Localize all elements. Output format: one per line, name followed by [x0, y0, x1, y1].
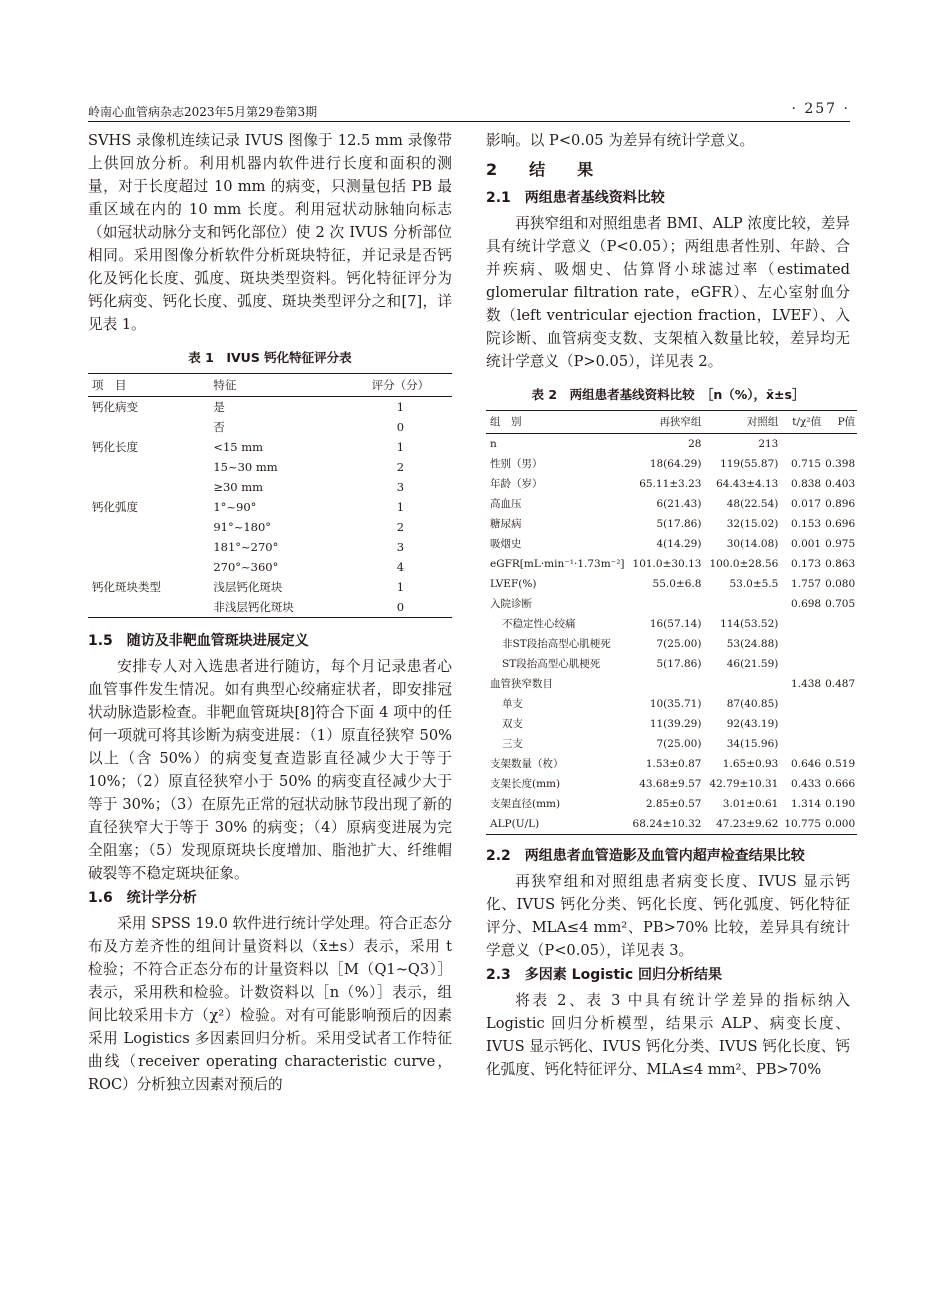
table-header-cell: 再狭窄组 [629, 411, 706, 434]
table1-calcification-score [88, 373, 452, 618]
table-cell: 双支 [502, 718, 523, 730]
table-cell: 47.23±9.62 [705, 814, 782, 835]
table-row [486, 734, 857, 754]
table-cell: 不稳定性心绞痛 [502, 618, 576, 630]
table-cell: 0.173 [791, 558, 822, 570]
paragraph-statistics: 采用 SPSS 19.0 软件进行统计学处理。符合正态分布及方差齐性的组间计量资料以（x̄±s）表示，采用 t 检验；不符合正态分布的计量资料以［M（Q1~Q3）］表示，采用秩和检验。计数资料以［n（%）］表示，组间比较采用卡方（χ²）检验。对有可能影响预后的因素采用 Logistics 多因素回归分析。采用受试者工作特征曲线（receiver operating characteristic curve，ROC）分析独立因素对预后的 [88, 915, 452, 1093]
table-cell [823, 694, 857, 714]
table-cell: 119(55.87) [720, 458, 779, 470]
table-cell [823, 714, 857, 734]
section-1-5-heading: 1.5 随访及非靶血管斑块进展定义 [88, 633, 309, 649]
table-cell: 3.01±0.61 [722, 798, 779, 810]
table-cell: 32(15.02) [726, 518, 779, 530]
table-cell: 支架直径(mm) [490, 798, 561, 810]
table-cell: 血管狭窄数目 [490, 678, 553, 690]
table-cell: <15 mm [213, 440, 264, 454]
table-cell: 34(15.96) [726, 738, 779, 750]
table-row [486, 774, 857, 794]
table-row [486, 494, 857, 514]
table-header-cell: 特征 [209, 374, 348, 397]
table-cell: 钙化长度 [92, 440, 138, 454]
table-cell: 4(14.29) [656, 538, 702, 550]
table-cell: 1 [396, 580, 405, 594]
table-cell: 65.11±3.23 [639, 478, 702, 490]
table-cell: 30(14.08) [726, 538, 779, 550]
table-cell: 6(21.43) [656, 498, 702, 510]
table-cell: 1.757 [791, 578, 822, 590]
table-cell: 101.0±30.13 [632, 558, 702, 570]
table-cell: 否 [213, 420, 225, 434]
table-cell [782, 634, 823, 654]
table-cell: 性别（男） [490, 458, 543, 470]
table-row [88, 577, 452, 597]
table-header-cell: P值 [823, 411, 857, 434]
table-header-cell: 对照组 [705, 411, 782, 434]
table-cell [88, 597, 209, 618]
table-cell: 5(17.86) [656, 658, 702, 670]
table-cell [782, 434, 823, 455]
table-cell [782, 714, 823, 734]
table-cell: 0.863 [825, 558, 856, 570]
table-cell: 28 [688, 438, 702, 450]
table-cell: 0.000 [823, 814, 857, 835]
table-cell: 2 [396, 460, 405, 474]
table-cell [782, 654, 823, 674]
table-row [486, 674, 857, 694]
table-cell [823, 614, 857, 634]
table-cell: 非ST段抬高型心肌梗死 [502, 638, 611, 650]
left-column [88, 129, 452, 1096]
table-cell [782, 614, 823, 634]
table-cell: 0.705 [825, 598, 856, 610]
table-cell: 10.775 [782, 814, 823, 835]
table-cell: 43.68±9.57 [639, 778, 702, 790]
table-cell: LVEF(%) [490, 578, 537, 590]
table-cell: 270°~360° [213, 560, 279, 574]
table-cell: 非浅层钙化斑块 [209, 597, 348, 618]
section-2-1-heading: 2.1 两组患者基线资料比较 [486, 190, 665, 206]
table-cell: 1.438 [791, 678, 822, 690]
table-cell: 91°~180° [213, 520, 272, 534]
table-cell: eGFR[mL·min⁻¹·1.73m⁻²] [490, 558, 625, 570]
table-cell: 3 [396, 480, 405, 494]
paragraph-ivus-method: SVHS 录像机连续记录 IVUS 图像于 12.5 mm 录像带上供回放分析。利用机器内软件进行长度和面积的测量，对于长度超过 10 mm 的病变，只测量包括 PB 最重区域在内的 10 mm 长度。利用冠状动脉轴向标志（如冠状动脉分支和钙化部位）使 2 次 IVUS 分析部位相同。采用图像分析软件分析斑块特征，并记录是否钙化及钙化长度、弧度、斑块类型资料。钙化特征评分为钙化病变、钙化长度、弧度、斑块类型评分之和[7]，详见表 1。 [88, 132, 452, 333]
table-row [486, 574, 857, 594]
table-cell [88, 517, 209, 537]
right-column [486, 129, 856, 1081]
paragraph-baseline: 再狭窄组和对照组患者 BMI、ALP 浓度比较，差异具有统计学意义（P<0.05）；两组患者性别、年龄、合并疾病、吸烟史、估算肾小球滤过率（estimated glomerular filtration rate，eGFR）、左心室射血分数（left ventricular ejection fraction，LVEF）、入院诊断、血管病变支数、支架植入数量比较，差异均无统计学意义（P>0.05），详见表 2。 [486, 215, 850, 370]
table-cell: 68.24±10.32 [629, 814, 706, 835]
table-row [486, 754, 857, 774]
table-cell: 55.0±6.8 [652, 578, 702, 590]
table-row [88, 517, 452, 537]
table-cell: 18(64.29) [649, 458, 702, 470]
table-row [486, 454, 857, 474]
table-row [486, 814, 857, 835]
table-cell: 5(17.86) [656, 518, 702, 530]
table-cell: 0.080 [825, 578, 856, 590]
table-cell: ≥30 mm [213, 480, 264, 494]
table-cell: 0.190 [825, 798, 856, 810]
table-cell: 0.433 [791, 778, 822, 790]
table-row [88, 477, 452, 497]
table-header-cell: 组 别 [486, 411, 629, 434]
table-cell: 1 [396, 440, 405, 454]
table-cell [823, 634, 857, 654]
table-cell: 100.0±28.56 [709, 558, 779, 570]
table-cell: 114(53.52) [720, 618, 779, 630]
table-cell: 53.0±5.5 [729, 578, 779, 590]
table-cell: 7(25.00) [656, 738, 702, 750]
table-cell [782, 694, 823, 714]
table-cell: 42.79±10.31 [709, 778, 779, 790]
table-cell: 0.017 [791, 498, 822, 510]
table-cell [88, 557, 209, 577]
table-cell: 年龄（岁） [490, 478, 543, 490]
paragraph-follow-up: 安排专人对入选患者进行随访，每个月记录患者心血管事件发生情况。如有典型心绞痛症状者，即安排冠状动脉造影检查。非靶血管斑块[8]符合下面 4 项中的任何一项就可将其诊断为病变进展：（1）原直径狭窄 50% 以上（含 50%）的病变复查造影直径减少大于等于 10%；（2）原直径狭窄小于 50% 的病变直径减少大于等于 30%；（3）在原先正常的冠状动脉节段出现了新的直径狭窄大于等于 30% 的病变；（4）原病变进展为完全阻塞；（5）发现原斑块长度增加、脂池扩大、纤维帽破裂等不稳定斑块征象。 [88, 658, 452, 882]
table-row [486, 794, 857, 814]
table-cell [88, 477, 209, 497]
table-row [486, 614, 857, 634]
table-cell: 支架长度(mm) [490, 778, 561, 790]
table2-baseline-comparison [486, 410, 857, 835]
table-cell: 0 [349, 597, 452, 618]
table-cell: 213 [758, 438, 779, 450]
table-cell [88, 537, 209, 557]
table-cell: 10(35.71) [649, 698, 702, 710]
table-cell: 1.65±0.93 [722, 758, 779, 770]
table-cell: 钙化病变 [92, 400, 138, 414]
table-cell: 0.838 [791, 478, 822, 490]
table-cell: 0.519 [825, 758, 856, 770]
journal-title: 岭南心血管病杂志2023年5月第29卷第3期 [88, 105, 318, 119]
table-cell: 1 [396, 500, 405, 514]
table-cell: 0.896 [825, 498, 856, 510]
section-2-heading: 2 结 果 [486, 160, 602, 179]
table-row [486, 434, 857, 455]
table-cell: 7(25.00) [656, 638, 702, 650]
table-cell: 46(21.59) [726, 658, 779, 670]
table-cell: 吸烟史 [490, 538, 522, 550]
table-cell: 11(39.29) [649, 718, 702, 730]
table-cell: 0.975 [825, 538, 856, 550]
table-cell: 16(57.14) [649, 618, 702, 630]
table2-caption: 表 2 两组患者基线资料比较 ［n（%），x̄±s］ [531, 387, 805, 402]
table-row [88, 497, 452, 517]
section-2-2-heading: 2.2 两组患者血管造影及血管内超声检查结果比较 [486, 848, 805, 864]
table-cell: ST段抬高型心肌梗死 [502, 658, 601, 670]
table-cell: 0.698 [791, 598, 822, 610]
table-cell [88, 417, 209, 437]
table-row [486, 554, 857, 574]
table-header-cell: t/χ²值 [782, 411, 823, 434]
table-cell: 高血压 [490, 498, 522, 510]
table-cell [782, 734, 823, 754]
table-cell: 支架数量（枚） [490, 758, 564, 770]
table-cell: 0 [396, 420, 405, 434]
table-cell: ALP(U/L) [486, 814, 629, 835]
table-row [486, 474, 857, 494]
table-cell: 181°~270° [213, 540, 279, 554]
table-cell: 糖尿病 [490, 518, 522, 530]
table-row [88, 537, 452, 557]
table-cell: 87(40.85) [726, 698, 779, 710]
table-row [486, 654, 857, 674]
table-cell: 0.715 [791, 458, 822, 470]
table-cell [823, 434, 857, 455]
table-cell: 钙化弧度 [92, 500, 138, 514]
table-cell: 92(43.19) [726, 718, 779, 730]
table-cell: 1.53±0.87 [645, 758, 702, 770]
table-row [88, 597, 452, 618]
table-cell: 53(24.88) [726, 638, 779, 650]
header-rule [88, 121, 850, 122]
table-cell: 钙化斑块类型 [92, 580, 161, 594]
table-cell [705, 594, 782, 614]
section-2-3-heading: 2.3 多因素 Logistic 回归分析结果 [486, 967, 723, 983]
table-cell: 1°~90° [213, 500, 257, 514]
table-cell: 浅层钙化斑块 [213, 580, 283, 594]
table-row [486, 594, 857, 614]
table-cell: 3 [396, 540, 405, 554]
table-cell: 单支 [502, 698, 523, 710]
table-cell: 48(22.54) [726, 498, 779, 510]
table-cell [705, 674, 782, 694]
table-cell [88, 457, 209, 477]
table-header-cell: 评分（分） [349, 374, 452, 397]
table-row [486, 714, 857, 734]
table-cell: 0.398 [825, 458, 856, 470]
table-cell: 0.403 [825, 478, 856, 490]
table-cell: 2 [396, 520, 405, 534]
table-row [88, 437, 452, 457]
table-row [88, 557, 452, 577]
table-cell: 是 [213, 400, 225, 414]
table-cell [629, 674, 706, 694]
table-row [88, 457, 452, 477]
table1-caption: 表 1 IVUS 钙化特征评分表 [188, 350, 352, 365]
table-cell: 4 [396, 560, 405, 574]
table-row [486, 534, 857, 554]
table-cell: 0.696 [825, 518, 856, 530]
table-cell: n [490, 438, 497, 450]
table-row [486, 694, 857, 714]
page-number: · 257 · [791, 101, 850, 117]
table-cell: 0.487 [825, 678, 856, 690]
table-cell [823, 734, 857, 754]
table-cell: 0.153 [791, 518, 822, 530]
paragraph-significance: 影响。以 P<0.05 为差异有统计学意义。 [486, 132, 755, 149]
table-cell [629, 594, 706, 614]
table-cell: 64.43±4.13 [716, 478, 779, 490]
table-cell: 0.646 [791, 758, 822, 770]
table-row [88, 417, 452, 437]
table-row [486, 634, 857, 654]
table-cell: 三支 [502, 738, 523, 750]
table-cell [823, 654, 857, 674]
paragraph-logistic: 将表 2、表 3 中具有统计学差异的指标纳入 Logistic 回归分析模型，结果示 ALP、病变长度、IVUS 显示钙化、IVUS 钙化分类、IVUS 钙化长度、钙化弧度、钙化特征评分、MLA≤4 mm²、PB>70% [486, 992, 850, 1078]
paragraph-angiography: 再狭窄组和对照组患者病变长度、IVUS 显示钙化、IVUS 钙化分类、钙化长度、钙化弧度、钙化特征评分、MLA≤4 mm²、PB>70% 比较，差异具有统计学意义（P<0.05），详见表 3。 [486, 873, 850, 959]
table-cell: 0.666 [825, 778, 856, 790]
table-cell: 0.001 [791, 538, 822, 550]
table-header-cell: 项 目 [88, 374, 209, 397]
table-cell: 1.314 [791, 798, 822, 810]
section-1-6-heading: 1.6 统计学分析 [88, 890, 197, 906]
table-cell: 入院诊断 [490, 598, 532, 610]
table-cell: 2.85±0.57 [645, 798, 702, 810]
table-cell: 15~30 mm [213, 460, 278, 474]
table-row [88, 397, 452, 418]
table-cell: 1 [396, 400, 405, 414]
table-row [486, 514, 857, 534]
